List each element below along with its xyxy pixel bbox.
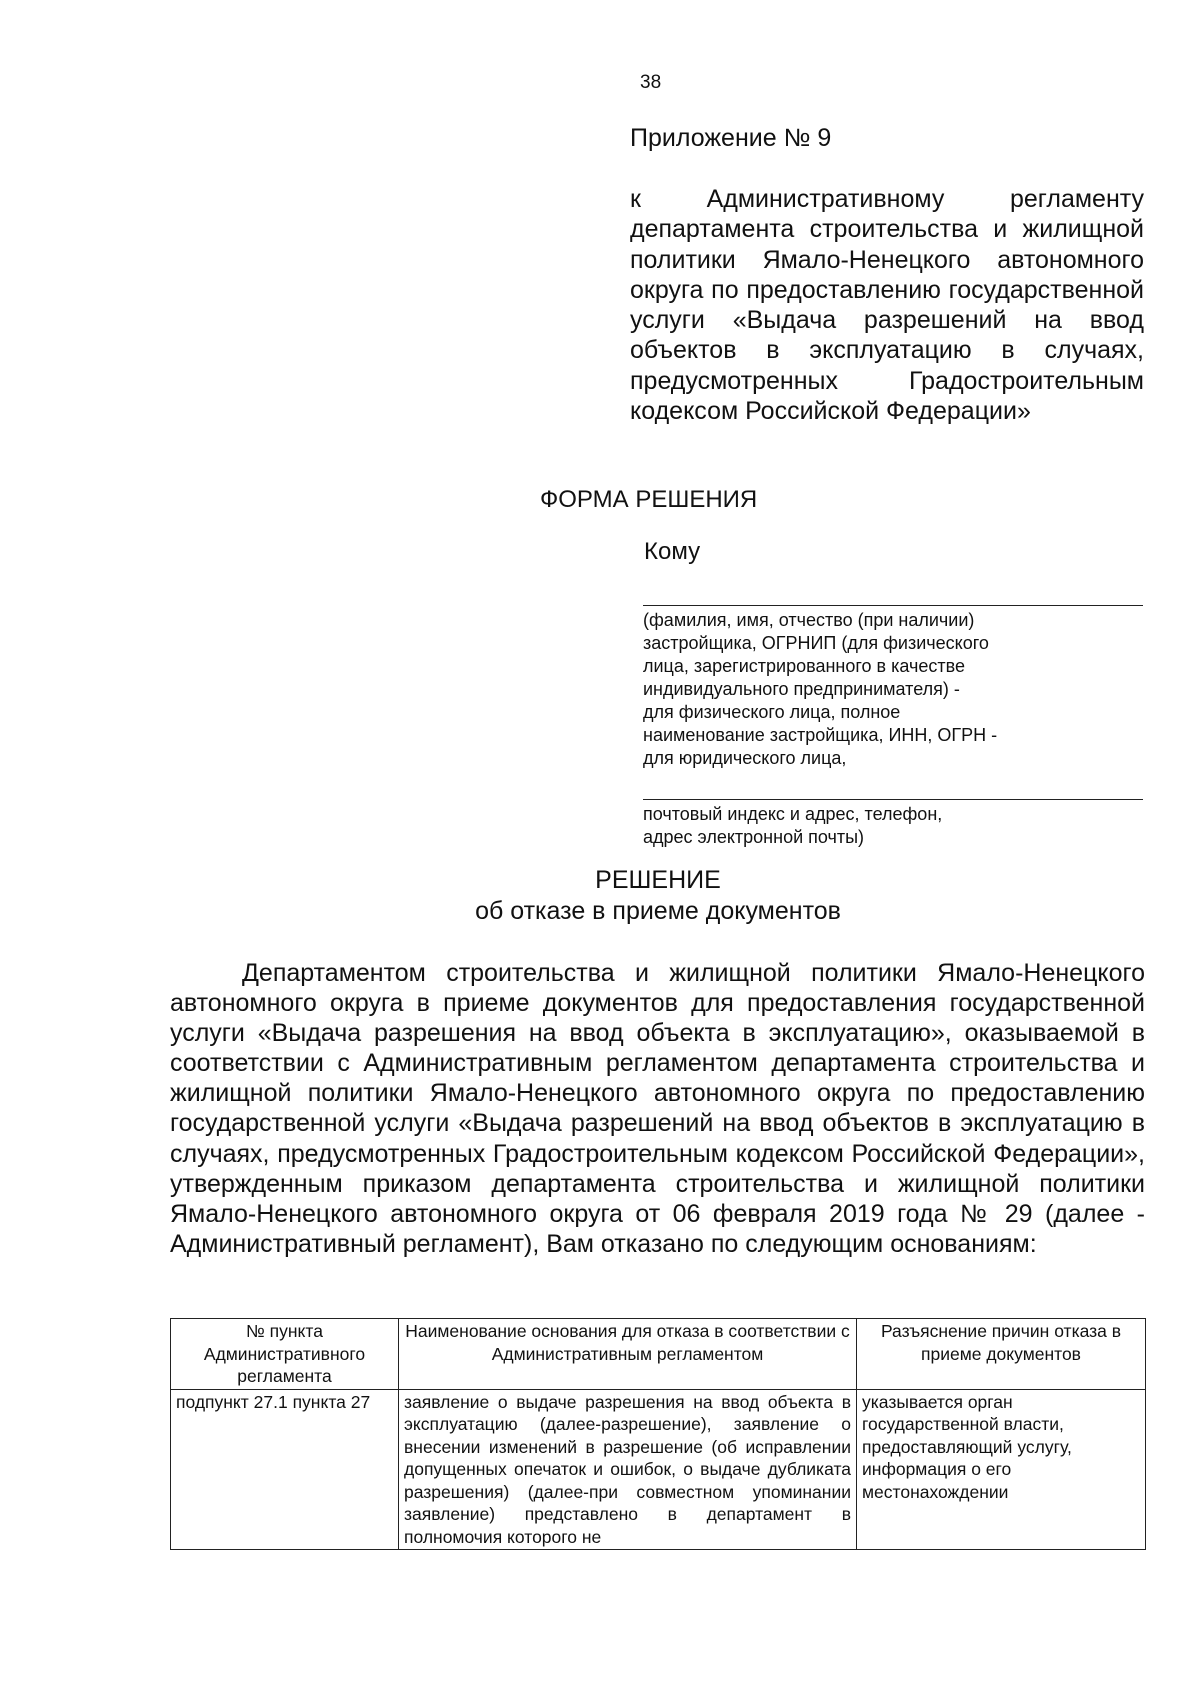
recipient-name-line [643, 605, 1143, 606]
form-title: ФОРМА РЕШЕНИЯ [540, 486, 758, 513]
header-refusal-ground: Наименование основания для отказа в соответствии с Административным регламентом [399, 1319, 857, 1390]
appendix-title: Приложение № 9 [630, 124, 832, 152]
cell-refusal-explanation: указывается орган государственной власти, предоставляющий услугу, информация о его местонахождении [857, 1389, 1146, 1550]
page-number: 38 [640, 72, 662, 93]
recipient-address-line [643, 799, 1143, 800]
header-clause-number: № пункта Административного регламента [171, 1319, 399, 1390]
recipient-name-caption: (фамилия, имя, отчество (при наличии) застройщика, ОГРНИП (для физического лица, зарегистрированного в качестве индивидуального предпринимателя) - для физического лица, полное наименование застройщика, ИНН, ОГРН - для юридического лица, [643, 610, 998, 768]
refusal-reasons-table [170, 1318, 1146, 1550]
recipient-address-caption: почтовый индекс и адрес, телефон, адрес электронной почты) [643, 804, 943, 847]
cell-clause-number: подпункт 27.1 пункта 27 [171, 1389, 399, 1550]
cell-refusal-ground: заявление о выдаче разрешения на ввод объекта в эксплуатацию (далее-разрешение), заявление о внесении изменений в разрешение (об исправлении допущенных опечаток и ошибок, о выдаче дубликата разрешения) (далее-при совместном упоминании заявление) представлено в департамент в полномочия которого не [399, 1389, 857, 1550]
appendix-text: к Административному регламенту департамента строительства и жилищной политики Ямало-Ненецкого автономного округа по предоставлению государственной услуги «Выдача разрешений на ввод объектов в эксплуатацию в случаях, предусмотренных Градостроительным кодексом Российской Федерации» [630, 185, 1144, 426]
recipient-label: Кому [644, 538, 701, 565]
decision-title: РЕШЕНИЕ [595, 866, 721, 894]
table-row [171, 1389, 1146, 1550]
decision-subtitle: об отказе в приеме документов [475, 897, 841, 925]
decision-body-text: Департаментом строительства и жилищной политики Ямало-Ненецкого автономного округа в приеме документов для предоставления государственной услуги «Выдача разрешения на ввод объекта в эксплуатацию», оказываемой в соответствии с Административным регламентом департамента строительства и жилищной политики Ямало-Ненецкого автономного округа по предоставлению государственной услуги «Выдача разрешений на ввод объектов в эксплуатацию в случаях, предусмотренных Градостроительным кодексом Российской Федерации», утвержденным приказом департамента строительства и жилищной политики Ямало-Ненецкого автономного округа от 06 февраля 2019 года № 29 (далее - Административный регламент), Вам отказано по следующим основаниям: [170, 959, 1145, 1258]
header-refusal-explanation: Разъяснение причин отказа в приеме документов [857, 1319, 1146, 1390]
table-header-row [171, 1319, 1146, 1390]
